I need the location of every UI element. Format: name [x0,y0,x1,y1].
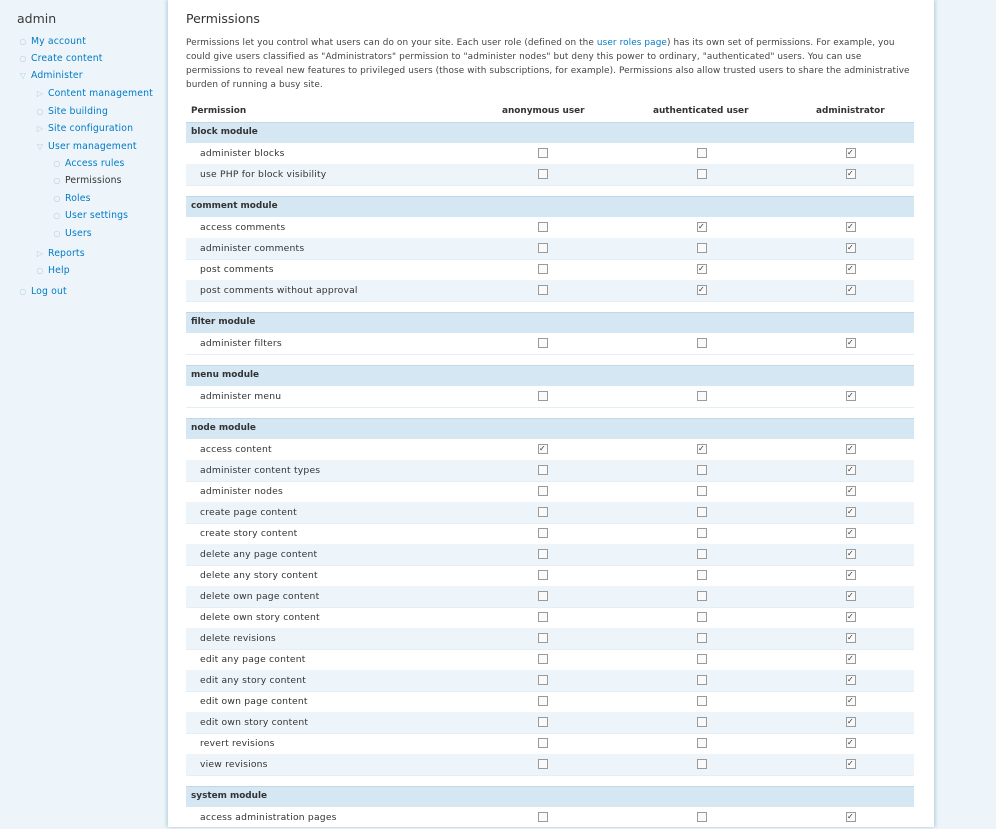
checkbox-authenticated[interactable] [697,717,707,727]
page-description [186,36,916,92]
menu-bullet-icon: ○ [53,211,61,220]
sidebar-item-label: Help [48,265,70,276]
permission-label: access comments [200,222,286,233]
checkbox-anonymous[interactable] [538,759,548,769]
column-header-authenticated: authenticated user [653,106,749,116]
checkbox-administrator[interactable] [846,696,856,706]
checkbox-authenticated[interactable] [697,264,707,274]
sidebar-item-my-account[interactable] [19,36,87,48]
permission-label: administer content types [200,465,321,476]
checkbox-authenticated[interactable] [697,169,707,179]
sidebar-item-label: Administer [31,70,83,81]
checkbox-anonymous[interactable] [538,507,548,517]
checkbox-anonymous[interactable] [538,633,548,643]
checkbox-authenticated[interactable] [697,465,707,475]
permission-label: delete own story content [200,612,320,623]
checkbox-anonymous[interactable] [538,549,548,559]
checkbox-anonymous[interactable] [538,222,548,232]
permission-row [186,544,914,566]
checkbox-anonymous[interactable] [538,264,548,274]
checkbox-anonymous[interactable] [538,338,548,348]
permission-row [186,733,914,755]
permission-row [186,439,914,461]
permission-label: create story content [200,528,298,539]
permission-row [186,523,914,545]
checkbox-administrator[interactable] [846,285,856,295]
checkbox-administrator[interactable] [846,444,856,454]
checkbox-administrator[interactable] [846,169,856,179]
menu-bullet-icon: ○ [53,194,61,203]
checkbox-anonymous[interactable] [538,570,548,580]
menu-bullet-icon: ○ [36,266,44,275]
checkbox-administrator[interactable] [846,391,856,401]
checkbox-authenticated[interactable] [697,570,707,580]
sidebar-user-title: admin [17,11,57,26]
sidebar-item-reports[interactable] [36,248,85,260]
sidebar-item-label: Reports [48,248,85,259]
checkbox-authenticated[interactable] [697,528,707,538]
module-header-row [186,196,914,217]
checkbox-anonymous[interactable] [538,465,548,475]
checkbox-administrator[interactable] [846,465,856,475]
checkbox-authenticated[interactable] [697,591,707,601]
intro-text: ) has its own set of permissions. For example, you could give users classified as "Administrators" permission to "administer nodes" but deny this power to ordinary, "authenticated" users. You can use permissions to reveal new features to privileged users (those with subscriptions, for example). Permissions also allow trusted users to share the administrative burden of running a busy site. [186,38,910,90]
permission-label: administer comments [200,243,305,254]
sidebar-item-log-out[interactable] [19,286,67,298]
module-name: block module [191,127,258,137]
permission-row [186,712,914,734]
permission-row [186,217,914,239]
checkbox-anonymous[interactable] [538,148,548,158]
permission-label: delete any page content [200,549,318,560]
permission-label: revert revisions [200,738,275,749]
permission-row [186,333,914,355]
permission-row [186,691,914,713]
checkbox-administrator[interactable] [846,528,856,538]
checkbox-administrator[interactable] [846,612,856,622]
module-name: system module [191,791,268,801]
module-header-row [186,365,914,386]
sidebar-item-user-management[interactable] [36,141,137,153]
module-header-row [186,786,914,807]
sidebar-item-label: Roles [65,193,91,204]
checkbox-anonymous[interactable] [538,486,548,496]
column-header-anonymous: anonymous user [502,106,585,116]
sidebar-item-roles[interactable] [53,193,91,205]
sidebar-item-label: Site building [48,106,108,117]
checkbox-administrator[interactable] [846,675,856,685]
checkbox-anonymous[interactable] [538,654,548,664]
permission-label: access administration pages [200,812,337,823]
checkbox-authenticated[interactable] [697,612,707,622]
permission-label: edit any story content [200,675,307,686]
permission-label: edit own page content [200,696,308,707]
checkbox-administrator[interactable] [846,264,856,274]
sidebar-item-create-content[interactable] [19,53,103,65]
checkbox-anonymous[interactable] [538,528,548,538]
sidebar-item-label: Access rules [65,158,125,169]
checkbox-administrator[interactable] [846,549,856,559]
checkbox-administrator[interactable] [846,243,856,253]
permission-label: access content [200,444,272,455]
permission-label: administer blocks [200,148,285,159]
sidebar-item-label: Permissions [65,175,122,186]
permission-label: edit own story content [200,717,309,728]
checkbox-authenticated[interactable] [697,444,707,454]
checkbox-authenticated[interactable] [697,507,707,517]
permission-row [186,586,914,608]
column-header-administrator: administrator [816,106,885,116]
checkbox-administrator[interactable] [846,654,856,664]
checkbox-anonymous[interactable] [538,391,548,401]
checkbox-authenticated[interactable] [697,338,707,348]
checkbox-anonymous[interactable] [538,591,548,601]
permission-row [186,386,914,408]
permission-row [186,238,914,260]
permission-label: delete own page content [200,591,320,602]
checkbox-authenticated[interactable] [697,675,707,685]
permission-row [186,628,914,650]
checkbox-administrator[interactable] [846,812,856,822]
checkbox-anonymous[interactable] [538,696,548,706]
permission-row [186,460,914,482]
menu-bullet-icon: ▷ [36,249,44,258]
sidebar-item-content-management[interactable] [36,88,153,100]
module-header-row [186,418,914,439]
checkbox-authenticated[interactable] [697,633,707,643]
intro-text: Permissions let you control what users can do on your site. Each user role (defined on the [186,38,597,48]
sidebar-item-label: Content management [48,88,153,99]
checkbox-administrator[interactable] [846,148,856,158]
sidebar-item-permissions[interactable] [53,175,122,187]
permission-row [186,259,914,281]
checkbox-anonymous[interactable] [538,675,548,685]
menu-bullet-icon: ▽ [36,142,44,151]
checkbox-administrator[interactable] [846,338,856,348]
menu-bullet-icon: ▷ [36,89,44,98]
checkbox-anonymous[interactable] [538,738,548,748]
checkbox-administrator[interactable] [846,759,856,769]
checkbox-administrator[interactable] [846,738,856,748]
checkbox-administrator[interactable] [846,222,856,232]
checkbox-anonymous[interactable] [538,717,548,727]
checkbox-authenticated[interactable] [697,738,707,748]
permission-label: delete revisions [200,633,276,644]
menu-bullet-icon: ○ [53,176,61,185]
permission-row [186,280,914,302]
permission-label: administer filters [200,338,282,349]
checkbox-anonymous[interactable] [538,812,548,822]
menu-bullet-icon: ▽ [19,71,27,80]
sidebar-item-label: Log out [31,286,67,297]
permission-row [186,649,914,671]
sidebar-item-site-configuration[interactable] [36,123,134,135]
permission-label: post comments [200,264,274,275]
checkbox-authenticated[interactable] [697,759,707,769]
permission-row [186,754,914,776]
checkbox-authenticated[interactable] [697,486,707,496]
module-name: filter module [191,317,256,327]
checkbox-anonymous[interactable] [538,243,548,253]
checkbox-authenticated[interactable] [697,391,707,401]
permission-label: edit any page content [200,654,306,665]
menu-bullet-icon: ▷ [36,124,44,133]
checkbox-administrator[interactable] [846,570,856,580]
permission-row [186,807,914,829]
permission-row [186,164,914,186]
checkbox-administrator[interactable] [846,717,856,727]
checkbox-administrator[interactable] [846,486,856,496]
menu-bullet-icon: ○ [19,54,27,63]
checkbox-authenticated[interactable] [697,285,707,295]
permission-row [186,481,914,503]
module-name: comment module [191,201,278,211]
sidebar [0,0,166,827]
permission-label: administer nodes [200,486,283,497]
permission-row [186,143,914,165]
sidebar-item-user-settings[interactable] [53,210,129,222]
sidebar-item-label: User management [48,141,137,152]
permission-label: post comments without approval [200,285,358,296]
sidebar-item-label: Site configuration [48,123,134,134]
checkbox-authenticated[interactable] [697,812,707,822]
checkbox-administrator[interactable] [846,633,856,643]
menu-bullet-icon: ○ [53,159,61,168]
permission-label: administer menu [200,391,282,402]
permission-label: view revisions [200,759,268,770]
checkbox-anonymous[interactable] [538,612,548,622]
sidebar-item-label: Create content [31,53,103,64]
checkbox-anonymous[interactable] [538,285,548,295]
checkbox-authenticated[interactable] [697,654,707,664]
menu-bullet-icon: ○ [53,229,61,238]
permission-row [186,565,914,587]
checkbox-anonymous[interactable] [538,169,548,179]
sidebar-item-administer[interactable] [19,70,83,82]
sidebar-item-label: User settings [65,210,129,221]
checkbox-authenticated[interactable] [697,222,707,232]
module-name: node module [191,423,256,433]
sidebar-item-help[interactable] [36,265,70,277]
sidebar-item-access-rules[interactable] [53,158,125,170]
sidebar-item-label: Users [65,228,92,239]
checkbox-authenticated[interactable] [697,243,707,253]
menu-bullet-icon: ○ [19,287,27,296]
checkbox-administrator[interactable] [846,591,856,601]
permission-label: create page content [200,507,297,518]
menu-bullet-icon: ○ [19,37,27,46]
user-roles-page-link[interactable]: user roles page [596,38,667,48]
page-title: Permissions [186,11,260,26]
permission-row [186,607,914,629]
permission-label: use PHP for block visibility [200,169,327,180]
checkbox-administrator[interactable] [846,507,856,517]
checkbox-authenticated[interactable] [697,549,707,559]
permission-row [186,670,914,692]
sidebar-item-site-building[interactable] [36,106,108,118]
module-header-row [186,122,914,143]
permission-row [186,502,914,524]
module-header-row [186,312,914,333]
checkbox-authenticated[interactable] [697,148,707,158]
module-name: menu module [191,370,260,380]
checkbox-authenticated[interactable] [697,696,707,706]
menu-bullet-icon: ○ [36,107,44,116]
sidebar-item-users[interactable] [53,228,92,240]
permission-label: delete any story content [200,570,318,581]
sidebar-item-label: My account [31,36,87,47]
column-header-permission: Permission [191,106,247,116]
checkbox-anonymous[interactable] [538,444,548,454]
